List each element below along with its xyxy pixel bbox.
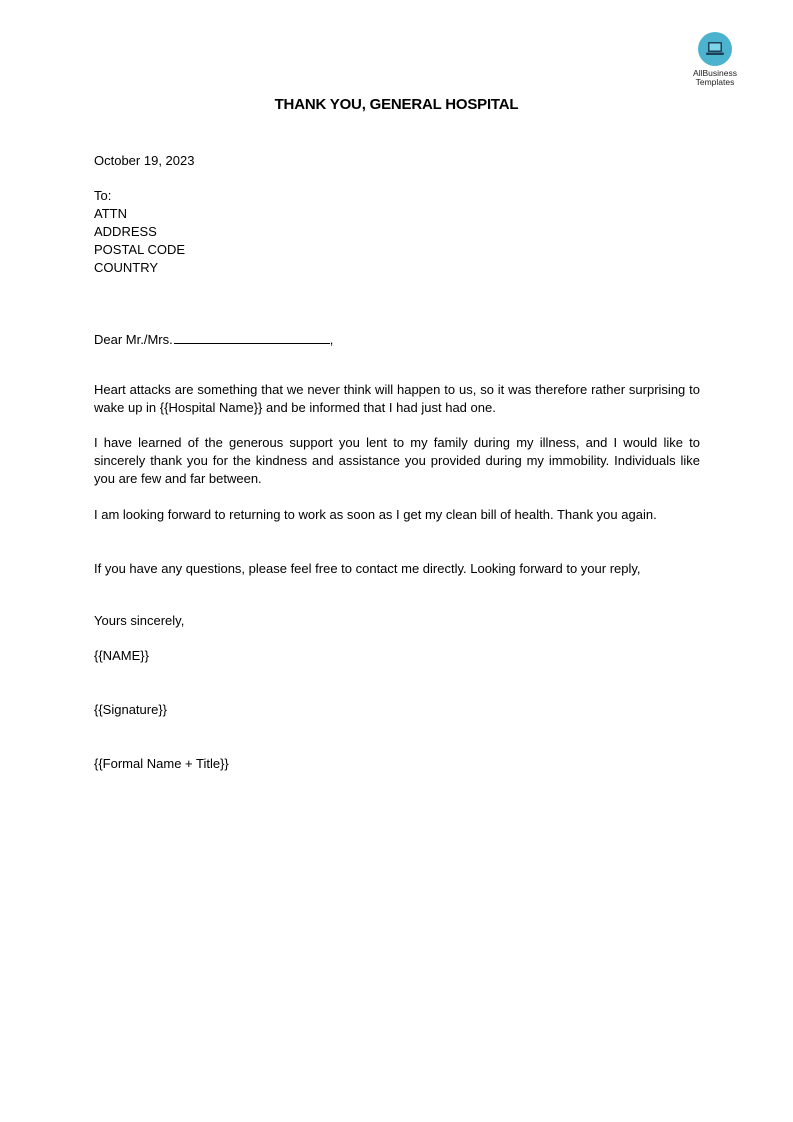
paragraph-2: I have learned of the generous support you lent to my family during my illness, and I would like to sincerely thank you for the kindness and assistance you provided during my immobility. Individuals like you are few and far between.	[94, 435, 700, 486]
address-line: ADDRESS	[94, 224, 157, 239]
paragraph-4: If you have any questions, please feel free to contact me directly. Looking forward to your reply,	[94, 561, 641, 576]
letter-date: October 19, 2023	[94, 153, 195, 168]
salutation-suffix: ,	[329, 332, 334, 347]
closing: Yours sincerely,	[94, 613, 185, 628]
signature-placeholder: {{Signature}}	[94, 702, 168, 717]
letter-title: THANK YOU, GENERAL HOSPITAL	[274, 96, 519, 113]
address-country: COUNTRY	[94, 260, 159, 275]
address-attn: ATTN	[94, 206, 127, 221]
paragraph-1: Heart attacks are something that we never think will happen to us, so it was therefore rather surprising to wake up in {{Hospital Name}} and be informed that I had just had one.	[94, 382, 700, 415]
recipient-name-blank	[174, 330, 330, 344]
logo-text-line2: Templates	[695, 77, 735, 87]
sender-name: {{NAME}}	[94, 648, 149, 663]
paragraph-3: I am looking forward to returning to work as soon as I get my clean bill of health. Thank you again.	[94, 507, 657, 522]
salutation-prefix: Dear Mr./Mrs.	[94, 332, 173, 347]
logo-text-line1: AllBusiness	[693, 68, 737, 78]
formal-name-title: {{Formal Name + Title}}	[94, 756, 229, 771]
allbusiness-logo	[680, 32, 750, 87]
address-postal-code: POSTAL CODE	[94, 242, 186, 257]
laptop-icon	[698, 32, 732, 66]
to-label: To:	[94, 188, 112, 203]
salutation	[94, 330, 333, 349]
